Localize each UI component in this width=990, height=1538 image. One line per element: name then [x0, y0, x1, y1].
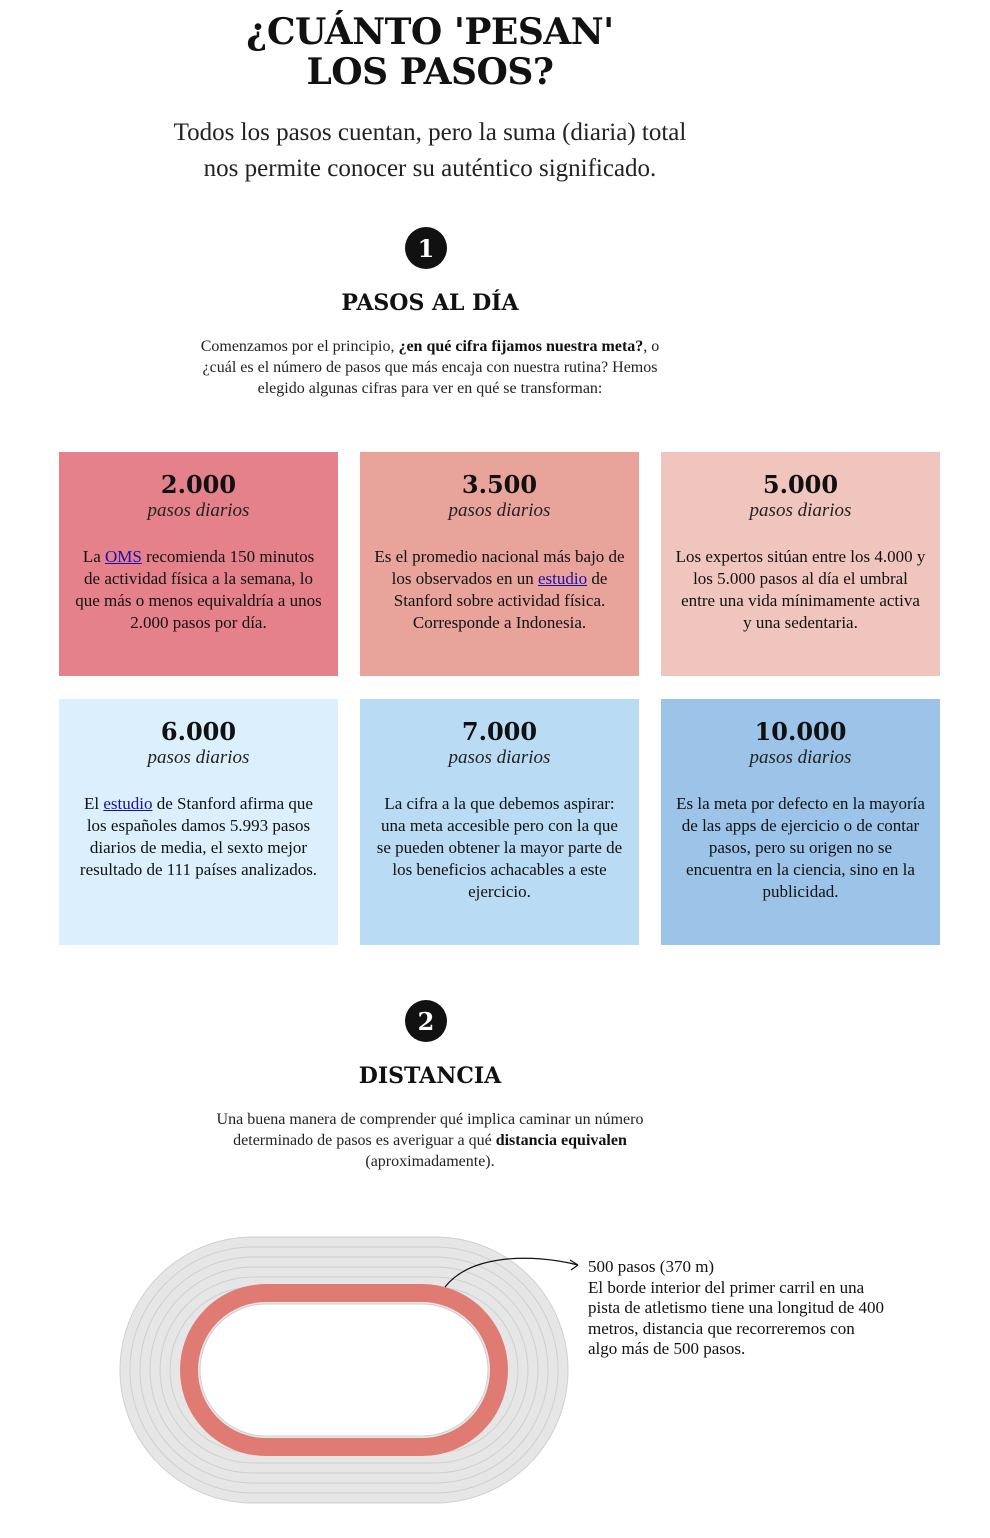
card-description — [374, 793, 625, 903]
section-2-number-badge: 2 — [405, 1000, 447, 1042]
card-desc-pre: La — [82, 547, 105, 566]
section-2-intro-post: (aproximadamente). — [365, 1153, 495, 1170]
step-card-7000 — [360, 699, 639, 945]
section-1-intro-pre: Comenzamos por el principio, — [200, 338, 399, 355]
step-card-6000 — [59, 699, 338, 945]
title-line-2: LOS PASOS? — [306, 51, 554, 93]
card-desc-text: Los expertos sitúan entre los 4.000 y los 5.000 pasos al día el umbral entre una vida mínimamente activa y una sedentaria. — [675, 547, 926, 632]
subtitle-line-2: nos permite conocer su auténtico significado. — [203, 155, 657, 182]
card-unit: pasos diarios — [448, 747, 551, 768]
section-1-title: PASOS AL DÍA — [341, 290, 519, 316]
card-description — [675, 793, 926, 903]
card-description — [73, 546, 324, 634]
track-infield — [200, 1304, 488, 1436]
section-2-title: DISTANCIA — [358, 1063, 502, 1089]
card-unit: pasos diarios — [749, 500, 852, 521]
page-title — [0, 12, 860, 92]
card-unit: pasos diarios — [448, 500, 551, 521]
subtitle-line-1: Todos los pasos cuentan, pero la suma (diaria) total — [173, 119, 687, 146]
section-1-intro-bold: ¿en qué cifra fijamos nuestra meta? — [398, 338, 644, 355]
card-desc-post: de Stanford afirma que los españoles damos 5.993 pasos diarios de media, el sexto mejor resultado de 111 países analizados. — [79, 794, 318, 879]
step-card-2000 — [59, 452, 338, 676]
card-description — [374, 546, 625, 634]
card-description — [73, 793, 324, 881]
track-annotation-label: 500 pasos (370 m) — [588, 1257, 715, 1276]
card-value: 3.500 — [461, 470, 538, 499]
card-desc-pre: Es el promedio nacional más bajo de los observados en un — [374, 547, 625, 588]
step-card-10000 — [661, 699, 940, 945]
section-1-number-badge: 1 — [405, 227, 447, 269]
section-2-intro — [195, 1109, 665, 1172]
card-unit: pasos diarios — [749, 747, 852, 768]
track-annotation-text: El borde interior del primer carril en una pista de atletismo tiene una longitud de 400 metros, distancia que recorreremos con algo más de 500 pasos. — [588, 1277, 885, 1358]
card-value: 6.000 — [160, 717, 237, 746]
card-desc-post: de Stanford sobre actividad física. Corresponde a Indonesia. — [393, 569, 608, 632]
card-description — [675, 546, 926, 634]
step-card-5000 — [661, 452, 940, 676]
track-annotation — [588, 1257, 888, 1360]
section-1-intro-post: , o ¿cuál es el número de pasos que más encaja con nuestra rutina? Hemos elegido algunas cifras para ver en qué se transforman: — [202, 338, 660, 397]
stanford-study-link[interactable]: estudio — [103, 794, 153, 813]
card-desc-post: recomienda 150 minutos de actividad física a la semana, lo que más o menos equivaldría a unos 2.000 pasos por día. — [75, 547, 322, 632]
card-desc-pre: El — [84, 794, 104, 813]
card-value: 5.000 — [762, 470, 839, 499]
section-2-intro-pre: Una buena manera de comprender qué implica caminar un número determinado de pasos es averiguar a qué — [216, 1111, 644, 1149]
title-line-1: ¿CUÁNTO 'PESAN' — [246, 11, 614, 53]
card-unit: pasos diarios — [147, 747, 250, 768]
section-2-intro-bold: distancia equivalen — [495, 1132, 627, 1149]
card-desc-text: La cifra a la que debemos aspirar: una meta accesible pero con la que se pueden obtener la mayor parte de los beneficios achacables a este ejercicio. — [376, 794, 623, 901]
card-value: 2.000 — [160, 470, 237, 499]
card-value: 10.000 — [754, 717, 847, 746]
step-card-3500 — [360, 452, 639, 676]
page-subtitle — [0, 115, 860, 187]
section-1-intro — [200, 336, 660, 399]
oms-link[interactable]: OMS — [105, 547, 142, 566]
card-value: 7.000 — [461, 717, 538, 746]
card-desc-text: Es la meta por defecto en la mayoría de las apps de ejercicio o de contar pasos, pero su origen no se encuentra en la ciencia, sino en la publicidad. — [676, 794, 925, 901]
stanford-study-link[interactable]: estudio — [537, 569, 588, 588]
card-unit: pasos diarios — [147, 500, 250, 521]
